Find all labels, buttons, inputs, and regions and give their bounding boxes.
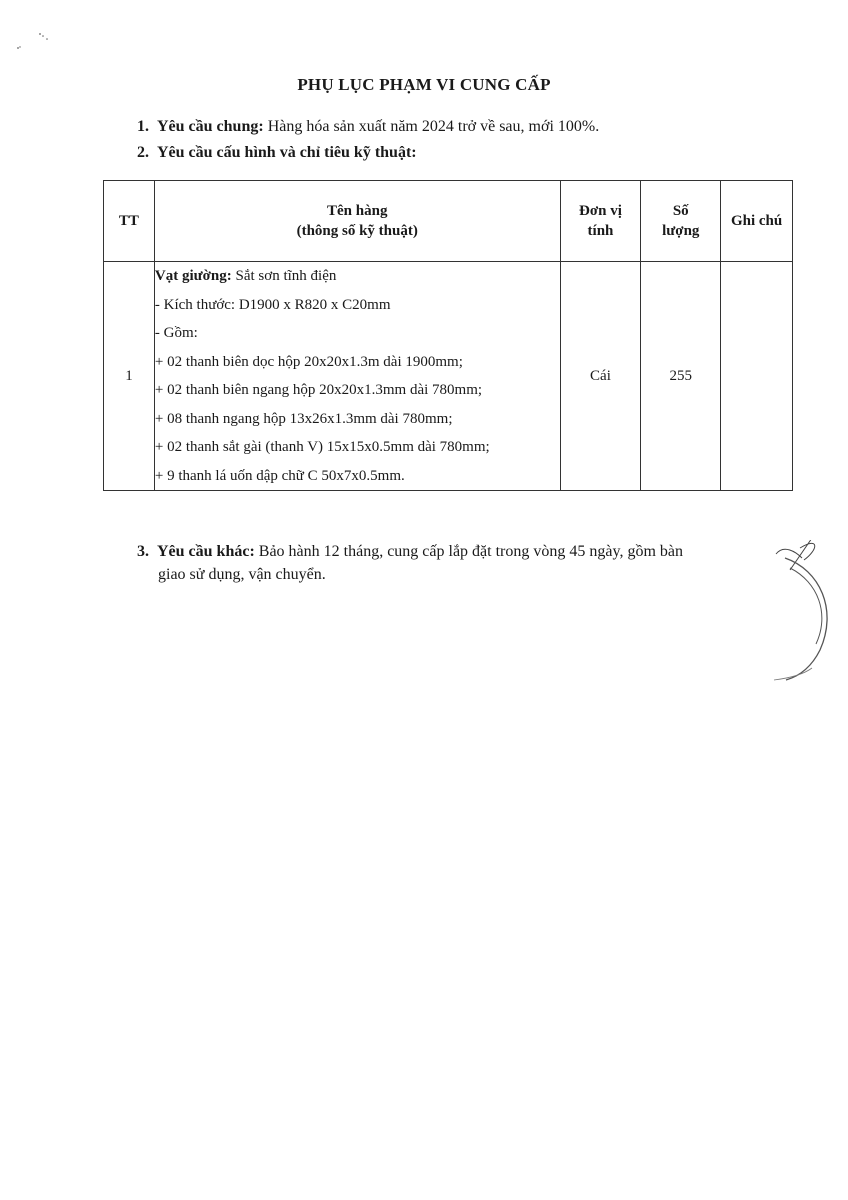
scan-specks-icon [10,30,70,60]
requirement-label: Yêu cầu chung: [157,118,264,135]
header-name-line1: Tên hàng [327,203,388,219]
page-title: PHỤ LỤC PHẠM VI CUNG CẤP [297,75,551,94]
header-qty-line1: Số [672,203,689,219]
cell-qty: 255 [641,262,721,491]
header-unit [560,181,641,262]
detail-line: + 02 thanh biên ngang hộp 20x20x1.3mm dài 780mm; [154,382,483,398]
requirement-text-continued: giao sử dụng, vận chuyển. [158,566,326,583]
requirement-other [137,540,777,586]
requirement-technical [137,143,417,163]
header-unit-line1: Đơn vị [579,203,622,219]
requirement-general [137,117,599,137]
detail-line: - Kích thước: D1900 x R820 x C20mm [154,296,391,313]
header-tt: TT [104,181,155,262]
cell-note [721,262,793,491]
header-qty [641,181,721,262]
item-title [155,262,560,291]
table-row [104,262,793,491]
table-header-row [104,181,793,262]
requirement-number: 3. [137,543,149,560]
requirement-label: Yêu cầu khác: [157,543,255,560]
requirement-number: 2. [137,144,149,161]
detail-line: + 9 thanh lá uốn dập chữ C 50x7x0.5mm. [154,467,405,484]
requirement-text: Bảo hành 12 tháng, cung cấp lắp đặt trong vòng 45 ngày, gồm bàn [254,543,683,560]
spec-table [103,180,793,491]
item-lead: Vạt giường: [154,268,232,284]
cell-unit: Cái [560,262,641,491]
requirement-label: Yêu cầu cấu hình và chỉ tiêu kỹ thuật: [157,144,417,161]
cell-tt: 1 [104,262,155,491]
requirement-text: Hàng hóa sản xuất năm 2024 trở về sau, mới 100%. [263,118,600,135]
cell-name [154,262,560,491]
detail-line: + 08 thanh ngang hộp 13x26x1.3mm dài 780mm; [154,410,453,427]
requirement-number: 1. [137,118,149,135]
header-name-line2: (thông số kỹ thuật) [296,223,418,239]
detail-line: + 02 thanh sắt gài (thanh V) 15x15x0.5mm dài 780mm; [154,439,490,455]
header-qty-line2: lượng [662,223,700,239]
item-lead-rest: Sắt sơn tĩnh điện [231,268,337,284]
header-name [154,181,560,262]
header-note: Ghi chú [721,181,793,262]
header-unit-line2: tính [587,223,614,239]
detail-line: - Gồm: [154,325,198,341]
detail-line: + 02 thanh biên dọc hộp 20x20x1.3m dài 1900mm; [154,353,463,370]
stamp-seal-icon [760,540,848,690]
